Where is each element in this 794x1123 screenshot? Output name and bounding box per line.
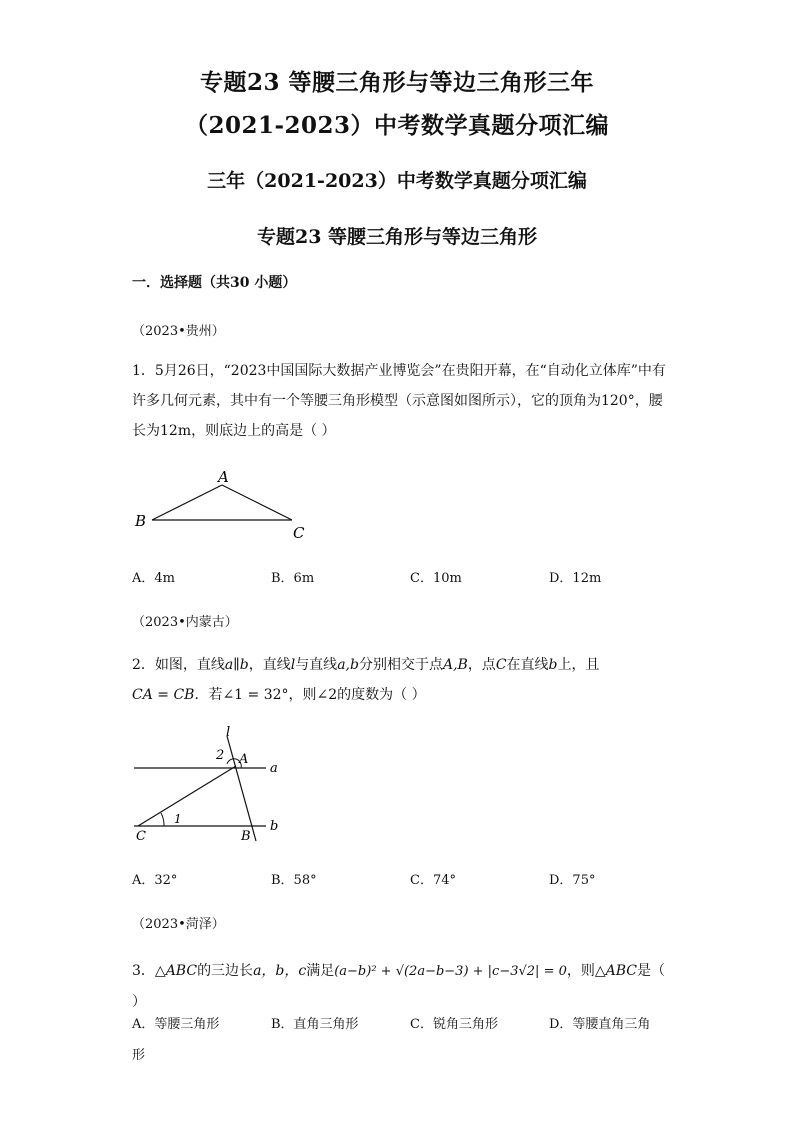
q2-text-5: ，点 (467, 657, 496, 673)
question-2-options (132, 869, 672, 891)
option-d[interactable]: D．等腰直角三角 (549, 1017, 651, 1032)
segment-ab (152, 485, 222, 520)
document-subtitle-2: 专题23 等腰三角形与等边三角形 (256, 226, 538, 248)
option-c[interactable]: C．74° (410, 873, 456, 888)
option-b[interactable]: B．6m (271, 571, 315, 586)
q3-text-4: ，则 (566, 963, 595, 979)
q2-text-1: 2．如图，直线 (132, 657, 225, 673)
q3-math-1: △ABC (154, 963, 198, 979)
q2-text-4: 分别相交于点 (358, 657, 443, 673)
segment-ac (222, 485, 292, 520)
label-line-b: b (270, 819, 279, 834)
option-d[interactable]: D．75° (549, 873, 596, 888)
q3-text-1: 3． (132, 963, 155, 979)
q2-math-3: a,b (337, 657, 359, 673)
option-c[interactable]: C．锐角三角形 (410, 1017, 498, 1032)
q3-text-3: 满足 (306, 963, 335, 979)
q3-text-5: 是（ ） (132, 963, 666, 1010)
q3-math-3: (a−b)² + √(2a−b−3) + |c−3√2| = 0 (334, 964, 567, 979)
option-a[interactable]: A．等腰三角形 (132, 1017, 220, 1032)
document-title-line2: （2021-2023）中考数学真题分项汇编 (184, 112, 610, 139)
label-line-a: a (270, 761, 278, 776)
option-d[interactable]: D．12m (549, 571, 602, 586)
question-3-source: （2023•菏泽） (132, 917, 225, 932)
label-b: B (135, 512, 147, 530)
label-a: A (239, 752, 249, 767)
label-l: l (226, 725, 231, 740)
q2-text-7: 上，且 (557, 657, 600, 673)
question-3-options (132, 1013, 672, 1035)
label-c: C (136, 829, 146, 844)
option-a[interactable]: A．4m (132, 571, 175, 586)
q2-text-3: 与直线 (295, 657, 338, 673)
option-c[interactable]: C．10m (410, 571, 462, 586)
q2-math-6: b (548, 657, 558, 673)
question-2-source: （2023•内蒙古） (132, 615, 238, 630)
question-1-figure (130, 468, 310, 543)
label-b: B (241, 829, 251, 844)
angle-1-arc (161, 813, 164, 826)
question-1-source: （2023•贵州） (132, 324, 225, 339)
question-3-text (132, 956, 672, 1017)
q2-math-2: l (290, 657, 296, 673)
option-a[interactable]: A．32° (132, 873, 178, 888)
label-angle-2: 2 (216, 748, 225, 763)
option-d-wrap: 形 (132, 1048, 146, 1063)
q3-math-2: a，b，c (253, 963, 307, 979)
question-1-options (132, 567, 672, 589)
q3-math-4: △ABC (594, 963, 638, 979)
option-b[interactable]: B．直角三角形 (271, 1017, 359, 1032)
question-2-figure (130, 726, 290, 846)
label-angle-1: 1 (174, 812, 182, 826)
question-2-text (132, 650, 672, 710)
section-heading: 一．选择题（共30 小题） (132, 275, 297, 291)
question-1-text: 1．5月26日，“2023中国国际大数据产业博览会”在贵阳开幕，在“自动化立体库”中有许多几何元素，其中有一个等腰三角形模型（示意图如图所示），它的顶角为120°，腰长为12m，则底边上的高是（ ） (132, 363, 666, 439)
q3-text-2: 的三边长 (197, 963, 254, 979)
document-subtitle-1: 三年（2021-2023）中考数学真题分项汇编 (207, 170, 587, 192)
document-title-line1: 专题23 等腰三角形与等边三角形三年 (199, 69, 594, 96)
q2-math-4: A,B (442, 657, 468, 673)
q2-text-6: 在直线 (506, 657, 549, 673)
q2-text-2: ，直线 (248, 657, 291, 673)
label-a: A (218, 468, 229, 486)
segment-ca (138, 766, 236, 826)
q2-math-1: a∥b (224, 657, 249, 673)
q2-text-line2: ．若∠1 = 32°，则∠2的度数为（ ） (194, 687, 426, 703)
q2-math-line2: CA = CB (132, 687, 195, 703)
option-b[interactable]: B．58° (271, 873, 317, 888)
q2-math-5: C (495, 657, 507, 673)
label-c: C (293, 524, 305, 542)
